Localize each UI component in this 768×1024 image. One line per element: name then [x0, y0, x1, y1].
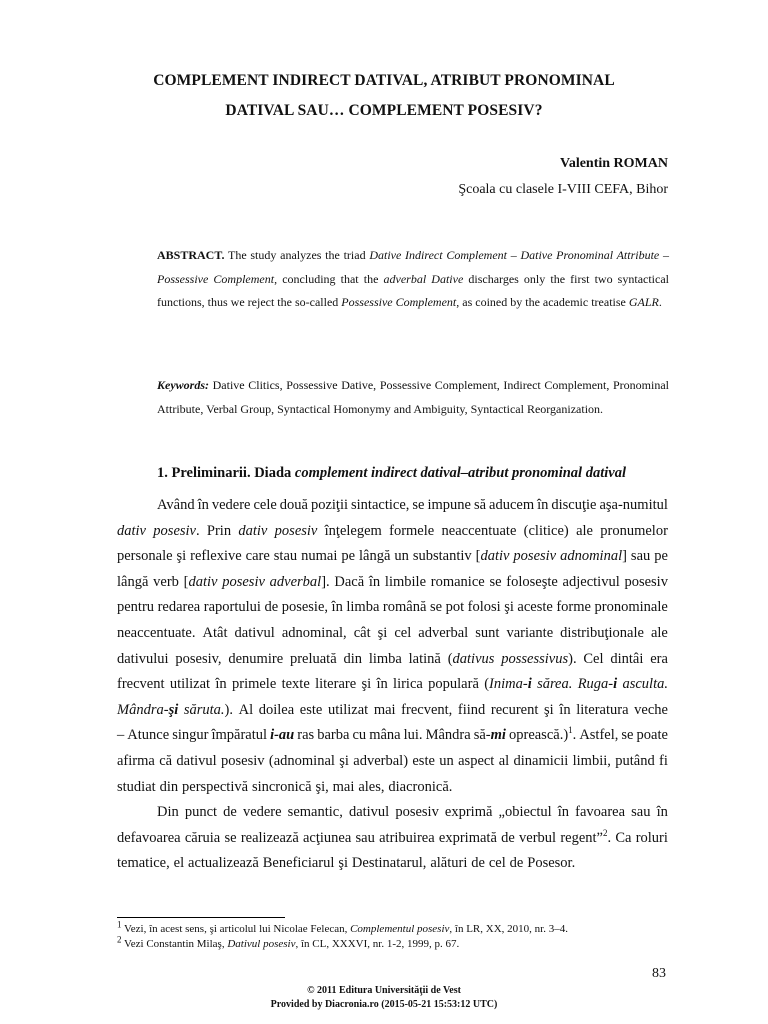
keywords [157, 374, 669, 421]
section-title: 1. Preliminarii. Diada [157, 465, 295, 481]
abstract [157, 244, 669, 315]
paragraph-line: afirma că dativul posesiv (adnominal şi adverbal) este un aspect al dinamicii limbii, putând fi [117, 752, 668, 769]
title-line-1: COMPLEMENT INDIRECT DATIVAL, ATRIBUT PRONOMINAL [153, 72, 615, 89]
paragraph-line: Din punct de vedere semantic, dativul posesiv exprimă „obiectul în favoarea sau în [157, 804, 668, 821]
paragraph-line: defavoarea căruia se realizează acţiunea sau atribuirea exprimată de verbul regent”$^2$. Ca roluri [117, 827, 668, 846]
section-title-italic: complement indirect datival–atribut pronominal datival [294, 465, 626, 481]
abstract-text: GALR [628, 295, 659, 309]
abstract-text: Possessive Complement [341, 295, 457, 309]
abstract-text: The study analyzes the triad [224, 248, 370, 262]
paper-title [100, 66, 668, 126]
keywords-text: Dative Clitics, Possessive Dative, Possessive Complement, Indirect Complement, Pronominal Attribute, Verbal Group, Syntactical Homonymy and Ambiguity, Syntactical Reorganization. [157, 378, 669, 416]
paragraph-line: studiat din perspectivă sincronică şi, mai ales, diacronică. [117, 778, 453, 795]
abstract-text: adverbal Dative [383, 271, 464, 286]
footnote-ref: 2 [603, 827, 608, 838]
abstract-text: , as coined by the academic treatise [456, 295, 629, 309]
abstract-text: , concluding that the [274, 271, 384, 286]
keywords-label: Keywords: [157, 378, 209, 392]
abstract-text: discharges only the first two syntactical functions, thus we reject the so-called [157, 271, 669, 309]
paragraph-line: Mândra-şi săruta.). Al doilea este utilizat mai frecvent, fiind recurent şi în literatura veche [117, 701, 668, 718]
abstract-text: Dative Indirect Complement – Dative Pronominal Attribute – Possessive Complement [157, 248, 669, 286]
paragraph-line: lângă verb [dativ posesiv adverbal]. Dacă în limbile romanice se foloseşte adjectivul posesiv [117, 573, 668, 590]
abstract-label: ABSTRACT. [157, 248, 225, 262]
paragraph-line: dativ posesiv. Prin dativ posesiv înţelegem formele neaccentuate (clitice) ale pronumelor [117, 522, 668, 539]
footnotes [117, 919, 568, 952]
provider-line: Provided by Diacronia.ro (2015-05-21 15:53:12 UTC) [270, 999, 498, 1010]
paragraph-line: – Atunce singur împăratul i-au ras barba cu mâna lui. Mândra să-mi oprească.)$^1$. Astfel, se poate [117, 725, 668, 744]
section-heading [157, 465, 626, 482]
colophon [0, 984, 768, 1012]
title-line-2: DATIVAL SAU… COMPLEMENT POSESIV? [225, 102, 543, 119]
paragraph-line: pentru redarea raportului de posesie, în limba română se pot folosi şi aceste forme pronominale [117, 599, 668, 616]
body-text [117, 493, 668, 877]
paragraph-line: dativului posesiv, denumire preluată din limba latină (dativus possessivus). Cel dintâi era [117, 650, 668, 667]
footnote-divider [117, 917, 285, 918]
page-number: 83 [652, 966, 666, 981]
abstract-text: . [658, 295, 662, 309]
paragraph-line: personale şi reflexive care stau numai pe lângă un substantiv [dativ posesiv adnominal] sau pe [117, 548, 668, 565]
footnote-1: $^1$ Vezi, în acest sens, şi articolul lui Nicolae Felecan, Complementul posesiv, în LR, XX, 2010, nr. 3–4. [117, 919, 568, 935]
footnote-2: $^2$ Vezi Constantin Milaş, Dativul posesiv, în CL, XXXVI, nr. 1-2, 1999, p. 67. [117, 934, 460, 950]
paragraph-line: Având în vedere cele două poziţii sintactice, se impune să aducem în discuţie aşa-numitul [157, 497, 668, 513]
paragraph-line: neaccentuate. Atât dativul adnominal, cât şi cel adverbal sunt variante distribuţionale ale [117, 624, 668, 641]
author-name: Valentin ROMAN [560, 156, 668, 171]
paragraph-line: tematice, el actualizează Beneficiarul şi Destinatarul, alături de cel de Posesor. [117, 855, 576, 872]
author-affiliation: Şcoala cu clasele I-VIII CEFA, Bihor [458, 182, 668, 197]
footnote-ref: 1 [568, 725, 573, 736]
paragraph-line: frecvent utilizat în primele texte literare şi în lirica populară (Inima-i sărea. Ruga-i asculta. [117, 676, 668, 693]
copyright-line: © 2011 Editura Universităţii de Vest [307, 985, 461, 996]
